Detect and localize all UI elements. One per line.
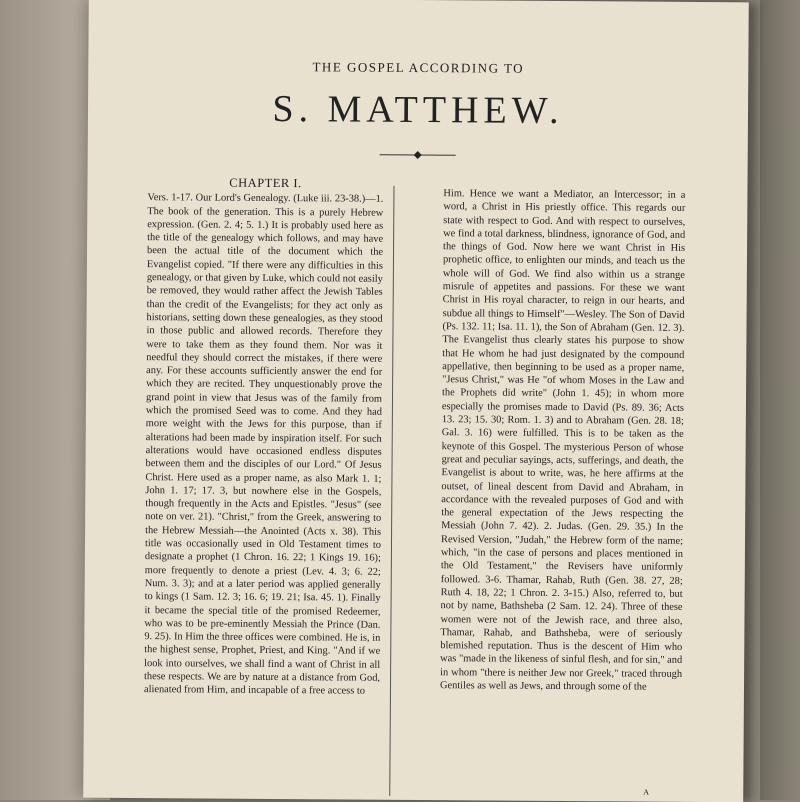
book-page xyxy=(83,0,749,802)
background-right xyxy=(760,0,800,800)
chapter-heading: CHAPTER I. xyxy=(229,175,302,191)
gospel-subtitle: THE GOSPEL ACCORDING TO xyxy=(312,59,525,76)
gospel-title: S. MATTHEW. xyxy=(272,87,564,133)
signature-mark: A xyxy=(643,787,650,797)
right-column xyxy=(440,187,686,694)
left-column xyxy=(144,176,384,698)
ornament-divider-icon xyxy=(378,150,458,161)
left-column-text: Vers. 1-17. Our Lord's Genealogy. (Luke iii. 23-38.)—1. The book of the generation. This is a purely Hebrew expression. (Gen. 2. 4; 5. 1.) It is probably used here as the title of the genealogy which follows, and may have been the actual title of the document which the Evangelist copied. "If there were any difficulties in this genealogy, or that given by Luke, which could not easily be removed, they would rather affect the Jewish Tables than the credit of the Evangelists; for they act only as historians, setting down these genealogies, as they stood in those public and allowed records. Therefore they were to take them as they found them. Nor was it needful they should correct the mistakes, if there were any. For these accounts sufficiently answer the end for which they are recited. They unquestionably prove the grand point in view that Jesus was of the family from which the promised Seed was to come. And they had more weight with the Jews for this purpose, than if alterations had been made by inspiration itself. For such alterations would have occasioned endless disputes between them and the disciples of our Lord." Of Jesus Christ. Here used as a proper name, as also Mark 1. 1; John 1. 17; 17. 3, but nowhere else in the Gospels, though frequently in the Acts and Epistles. "Jesus" (see note on ver. 21). "Christ," from the Greek, answering to the Hebrew Messiah—the Anointed (Acts x. 38). This title was occasionally used in Old Testament times to designate a prophet (1 Chron. 16. 22; 1 Kings 19. 16); more frequently to denote a priest (Lev. 4. 3; 6. 22; Num. 3. 3); and at a later period was applied generally to kings (1 Sam. 12. 3; 16. 6; 19. 21; Isa. 45. 1). Finally it became the special title of the promised Redeemer, who was to be pre-eminently Messiah the Prince (Dan. 9. 25). In Him the three offices were combined. He is, in the highest sense, Prophet, Priest, and King. "And if we look into ourselves, we shall find a want of Christ in all these respects. We are by nature at a distance from God, alienated from Him, and incapable of a free access to xyxy=(143,192,384,697)
right-column-text: Him. Hence we want a Mediator, an Intercessor; in a word, a Christ in His priestly office. This regards our state with respect to God. And with respect to ourselves, we find a total darkness, blindness, ignorance of God, and the things of God. Now here we want Christ in His prophetic office, to enlighten our minds, and teach us the whole will of God. We find also within us a strange misrule of appetites and passions. For these we want Christ in His royal character, to reign in our hearts, and subdue all things to Himself"—Wesley. The Son of David (Ps. 132. 11; Isa. 11. 1), the Son of Abraham (Gen. 12. 3). The Evangelist thus clearly states his purpose to show that He whom he had just designated by the compound appellative, then beginning to be used as a proper name, "Jesus Christ," was He "of whom Moses in the Law and the Prophets did write" (John 1. 45); in whom more especially the promises made to David (Ps. 89. 36; Acts 13. 23; 15. 30; Rom. 1. 3) and to Abraham (Gen. 28. 18; Gal. 3. 16) were fulfilled. This is to be taken as the keynote of this Gospel. The mysterious Person of whose great and peculiar sayings, acts, sufferings, and death, the Evangelist is about to write, was, he here affirms at the outset, of lineal descent from David and Abraham, in accordance with the revealed purposes of God and with the general expectation of the Jews respecting the Messiah (John 7. 42). 2. Judas. (Gen. 29. 35.) In the Revised Version, "Judah," the Hebrew form of the name; which, "in the case of persons and places mentioned in the Old Testament," the Revisers have uniformly followed. 3-6. Thamar, Rahab, Ruth (Gen. 38. 27, 28; Ruth 4. 18, 22; 1 Chron. 2. 3-15.) Also, referred to, but not by name, Bathsheba (2 Sam. 12. 24). Three of these women were not of the Jewish race, and three also, Thamar, Rahab, and Bathsheba, were of seriously blemished reputation. Thus is the descent of Him who was "made in the likeness of sinful flesh, and for sin," and in whom "there is neither Jew nor Greek," traced through Gentiles as well as Jews, and through some of the xyxy=(439,188,686,693)
column-divider xyxy=(389,186,394,796)
